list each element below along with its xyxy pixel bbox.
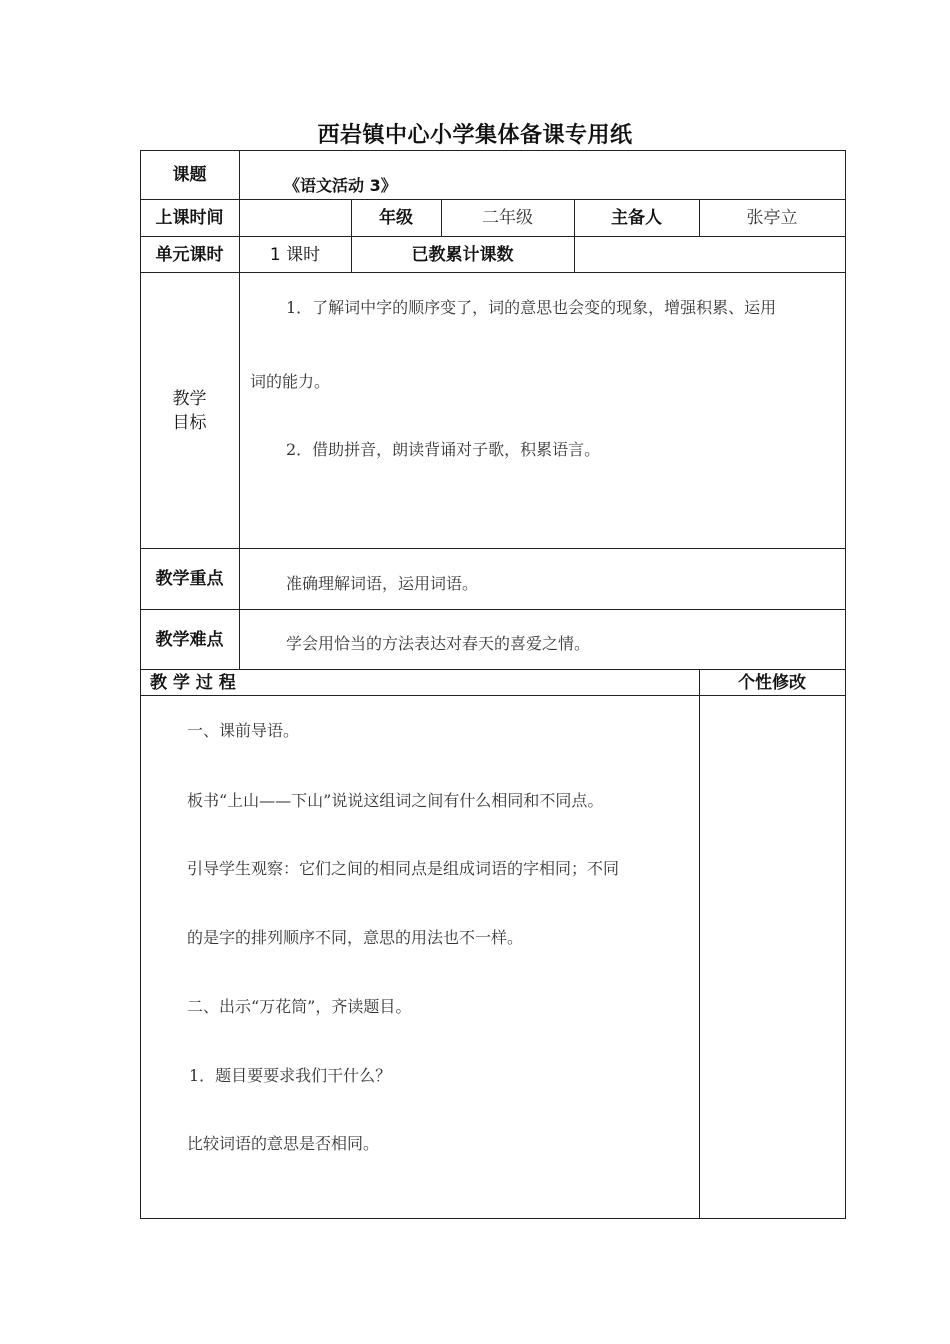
difficulty-label: 教学难点 (155, 630, 224, 650)
difficulty-text: 学会用恰当的方法表达对春天的喜爱之情。 (286, 634, 591, 653)
unit-hours-label: 单元课时 (155, 245, 224, 265)
process-line: 二、出示“万花筒”，齐读题目。 (187, 997, 412, 1016)
process-line: 的是字的排列顺序不同，意思的用法也不一样。 (187, 928, 524, 947)
process-line: 比较词语的意思是否相同。 (187, 1134, 380, 1153)
objective-item-2: 2．借助拼音，朗读背诵对子歌，积累语言。 (286, 440, 601, 459)
row-divider (140, 199, 846, 200)
row-divider (140, 236, 846, 237)
revision-header: 个性修改 (738, 673, 806, 693)
process-line: 1．题目要要求我们干什么？ (189, 1066, 392, 1085)
page-title: 西岩镇中心小学集体备课专用纸 (317, 123, 633, 148)
objectives-label-line1: 教学 (172, 389, 207, 409)
process-line: 板书“上山——下山”说说这组词之间有什么相同和不同点。 (187, 791, 604, 810)
table-border-left (140, 150, 141, 1219)
row-divider (140, 609, 846, 610)
objective-item-1-line1: 1．了解词中字的顺序变了，词的意思也会变的现象，增强积累、运用 (286, 298, 777, 317)
key-point-label: 教学重点 (155, 569, 224, 589)
column-divider (699, 669, 700, 1219)
process-line: 引导学生观察：它们之间的相同点是组成词语的字相同；不同 (187, 859, 620, 878)
key-point-text: 准确理解词语，运用词语。 (286, 574, 479, 593)
objectives-label-line2: 目标 (172, 413, 207, 433)
column-divider (239, 150, 240, 670)
objective-item-1-line2: 词的能力。 (250, 372, 331, 391)
row-divider (140, 695, 846, 696)
table-border-bottom (140, 1218, 846, 1219)
preparer-value: 张亭立 (746, 208, 798, 228)
class-time-label: 上课时间 (155, 208, 224, 228)
topic-label: 课题 (172, 165, 207, 185)
row-divider (140, 548, 846, 549)
row-divider (140, 669, 846, 670)
table-border-right (845, 150, 846, 1219)
topic-value: 《语文活动 3》 (284, 176, 397, 195)
process-line: 一、课前导语。 (187, 721, 300, 740)
grade-label: 年级 (379, 208, 413, 228)
taught-count-label: 已教累计课数 (411, 245, 514, 265)
preparer-label: 主备人 (611, 208, 662, 228)
process-header: 教 学 过 程 (150, 673, 236, 693)
unit-hours-value: 1 课时 (269, 245, 321, 265)
table-border-top (140, 150, 846, 151)
row-divider (140, 272, 846, 273)
grade-value: 二年级 (482, 208, 533, 228)
